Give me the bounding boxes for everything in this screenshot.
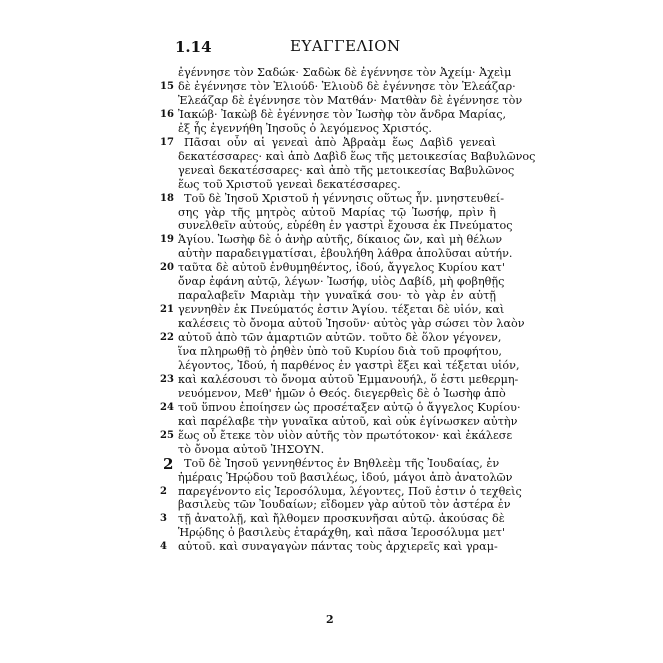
text-line: παραλαβεῖν Μαριὰμ τὴν γυναῖκά σου· τὸ γὰρ ἐν αὐτῇ <box>178 289 496 303</box>
text-line: ὄναρ ἐφάνη αὐτῷ, λέγων· Ἰωσήφ, υἱὸς Δαβίδ, μὴ φοβηθῇς <box>178 275 505 289</box>
text-line: ἕως οὗ ἔτεκε τὸν υἱὸν αὐτῆς τὸν πρωτότοκον· καὶ ἐκάλεσε <box>178 428 513 442</box>
text-line: Τοῦ δὲ Ἰησοῦ γεννηθέντος ἐν Βηθλεὲμ τῆς Ἰουδαίας, ἐν <box>184 456 500 470</box>
verse-number: 22 <box>160 332 174 344</box>
verse-number: 4 <box>160 541 167 553</box>
text-line: τῇ ἀνατολῇ, καὶ ἤλθομεν προσκυνῆσαι αὐτῷ. ἀκούσας δὲ <box>178 512 505 526</box>
verse-number: 16 <box>160 108 174 120</box>
text-line: καὶ παρέλαβε τὴν γυναῖκα αὐτοῦ, καὶ οὐκ ἐγίνωσκεν αὐτὴν <box>178 414 518 428</box>
text-line: βασιλεὺς τῶν Ἰουδαίων; εἴδομεν γὰρ αὐτοῦ τὸν ἀστέρα ἐν <box>178 498 511 512</box>
chapter-number: 2 <box>163 454 174 473</box>
verse-number: 20 <box>160 262 174 274</box>
text-line: σης γὰρ τῆς μητρὸς αὐτοῦ Μαρίας τῷ Ἰωσήφ, πρὶν ἢ <box>178 205 496 219</box>
text-line: γενεαὶ δεκατέσσαρες· καὶ ἀπὸ τῆς μετοικεσίας Βαβυλῶνος <box>178 163 515 177</box>
verse-number: 2 <box>160 485 167 497</box>
verse-number: 3 <box>160 513 167 525</box>
text-line: καὶ καλέσουσι τὸ ὄνομα αὐτοῦ Ἐμμανουήλ, ὅ ἐστι μεθερμη- <box>178 372 519 386</box>
text-line: τοῦ ὕπνου ἐποίησεν ὡς προσέταξεν αὐτῷ ὁ ἄγγελος Κυρίου· <box>178 400 521 414</box>
text-line: ἵνα πληρωθῇ τὸ ῥηθὲν ὑπὸ τοῦ Κυρίου διὰ τοῦ προφήτου, <box>178 345 502 358</box>
chapter-verse-header: 1.14 <box>175 38 212 56</box>
text-line: ἕως τοῦ Χριστοῦ γενεαὶ δεκατέσσαρες. <box>178 177 401 191</box>
text-line: ἐξ ἧς ἐγεννήθη Ἰησοῦς ὁ λεγόμενος Χριστός. <box>178 121 432 135</box>
verse-number: 19 <box>160 234 174 246</box>
text-line: αὐτοῦ ἀπὸ τῶν ἁμαρτιῶν αὐτῶν. τοῦτο δὲ ὅλον γέγονεν, <box>178 331 502 345</box>
verse-number: 24 <box>160 401 174 413</box>
page-number: 2 <box>326 613 334 626</box>
text-line: Ἐλεάζαρ δὲ ἐγέννησε τὸν Ματθάν· Ματθὰν δὲ ἐγέννησε τὸν <box>178 93 523 107</box>
text-line: νευόμενον, Μεθ' ἡμῶν ὁ Θεός. διεγερθεὶς δὲ ὁ Ἰωσὴφ ἀπὸ <box>178 386 506 400</box>
text-line: αὐτὴν παραδειγματίσαι, ἐβουλήθη λάθρα ἀπολῦσαι αὐτήν. <box>178 247 513 261</box>
text-line: παρεγένοντο εἰς Ἱεροσόλυμα, λέγοντες, Ποῦ ἐστιν ὁ τεχθεὶς <box>178 484 522 498</box>
verse-number: 17 <box>160 136 174 148</box>
text-line: Πᾶσαι οὖν αἱ γενεαὶ ἀπὸ Ἀβραὰμ ἕως Δαβὶδ γενεαὶ <box>184 135 496 149</box>
text-line: λέγοντος, Ἰδού, ἡ παρθένος ἐν γαστρὶ ἕξει καὶ τέξεται υἱόν, <box>178 358 520 372</box>
verse-number: 21 <box>160 304 174 316</box>
text-line: συνελθεῖν αὐτούς, εὑρέθη ἐν γαστρὶ ἔχουσα ἐκ Πνεύματος <box>178 219 513 233</box>
verse-number: 15 <box>160 80 174 92</box>
text-line: Ἡρῴδης ὁ βασιλεὺς ἐταράχθη, καὶ πᾶσα Ἱεροσόλυμα μετ' <box>178 526 506 540</box>
verse-number: 23 <box>160 373 174 385</box>
text-line: δεκατέσσαρες· καὶ ἀπὸ Δαβὶδ ἕως τῆς μετοικεσίας Βαβυλῶνος <box>178 149 536 163</box>
text-line: Ἰακώβ· Ἰακὼβ δὲ ἐγέννησε τὸν Ἰωσὴφ τὸν ἄνδρα Μαρίας, <box>178 107 507 121</box>
text-line: Τοῦ δὲ Ἰησοῦ Χριστοῦ ἡ γέννησις οὕτως ἦν. μνηστευθεί- <box>184 191 505 205</box>
verse-number: 25 <box>160 429 174 441</box>
text-line: δὲ ἐγέννησε τὸν Ἐλιούδ· Ἐλιοὺδ δὲ ἐγέννησε τὸν Ἐλεάζαρ· <box>178 79 516 93</box>
text-line: γεννηθὲν ἐκ Πνεύματός ἐστιν Ἁγίου. τέξεται δὲ υἱόν, καὶ <box>178 303 505 317</box>
verse-number: 18 <box>160 192 174 204</box>
text-line: ταῦτα δὲ αὐτοῦ ἐνθυμηθέντος, ἰδού, ἄγγελος Κυρίου κατ' <box>178 261 505 275</box>
text-line: ἡμέραις Ἡρῴδου τοῦ βασιλέως, ἰδού, μάγοι ἀπὸ ἀνατολῶν <box>178 470 513 484</box>
text-line: τὸ ὄνομα αὐτοῦ ἸΗΣΟΥΝ. <box>178 442 325 456</box>
text-line: αὐτοῦ. καὶ συναγαγὼν πάντας τοὺς ἀρχιερεῖς καὶ γραμ- <box>178 540 498 554</box>
text-line: καλέσεις τὸ ὄνομα αὐτοῦ Ἰησοῦν· αὐτὸς γὰρ σώσει τὸν λαὸν <box>178 317 525 331</box>
text-line: ἐγέννησε τὸν Σαδώκ· Σαδὼκ δὲ ἐγέννησε τὸν Ἀχείμ· Ἀχεὶμ <box>178 66 512 79</box>
running-title: ΕΥΑΓΓΕΛΙΟΝ <box>290 37 401 55</box>
text-line: Ἁγίου. Ἰωσὴφ δὲ ὁ ἀνὴρ αὐτῆς, δίκαιος ὤν, καὶ μὴ θέλων <box>178 233 503 247</box>
